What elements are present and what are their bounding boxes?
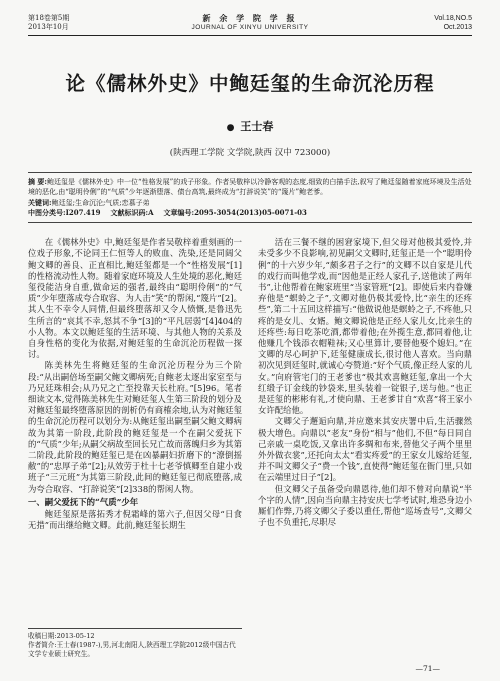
right-column — [258, 237, 472, 531]
author-bio: 作者简介:王士春(1987-),男,河北南阳人,陕西理工学院2012级中国古代文学专业硕士研究生。 — [28, 641, 236, 658]
left-column — [28, 237, 242, 531]
header-right — [362, 14, 472, 32]
running-header — [28, 14, 472, 36]
classification-line — [28, 208, 472, 218]
clc-number: 中图分类号:I207.419 — [28, 208, 101, 218]
page-number: —71— — [415, 664, 440, 673]
author-line — [28, 118, 472, 134]
date-cn: 2013年10月 — [28, 23, 69, 31]
header-left — [28, 14, 138, 32]
affiliation: (陕西理工学院 文学院,陕西 汉中 723000) — [169, 148, 331, 158]
bullet-icon: ● — [226, 123, 235, 133]
date-en: Oct.2013 — [443, 24, 472, 31]
body-paragraph: 文卿父子邂逅向鼎,并应邀来其安庆署中后,生活骤然极大增色。向鼎以“老友”身份“相与”他们,不但“每日同自己亲戚一桌吃饭,又拿出许多绸和布来,替他父子两个里里外外做衣裳”,还托向太太“看实疼爱”的王家女儿嫁给廷玺,并不叫文卿父子“费一个钱”,直使得“鲍廷玺在衙门里,只如在云端里过日子”[2]。 — [258, 416, 472, 483]
footnote — [28, 628, 242, 659]
article-number: 文章编号:2095-3054(2013)05-0071-03 — [163, 208, 307, 218]
section-heading: 一、嗣父爱抚下的“气质”少年 — [28, 496, 139, 507]
header-center — [138, 14, 362, 32]
journal-name-cn: 新 余 学 院 学 报 — [202, 13, 298, 23]
body-paragraph: 在《儒林外史》中,鲍廷玺是作者吴敬梓着重刻画的一位戏子形象,不论同王仁恒等人的败血、洗染,还是同阔父鲍文卿的善良、正直相比,鲍廷玺都是一个“性格发展”[1]的性格流动性人物。随着家庭环境及人生处境的恶化,鲍廷玺役能洁身自重,做命运的强者,最终由“聪明伶俐”的“气质”少年堕落成夸合取容、为人击“笑”的帮闲,“篾片”[2]。其人生不幸令人同情,但最终堕落却又令人愤慨,是鲁迅先生所言的“哀其不幸,怒其不争”[3]的“平凡居弱”[4]404的小人物。本文以鲍廷玺的生活环境、与其他人物的关系及自身性格的变化为依据,对鲍廷玺的生命沉沦历程做一探讨。 — [28, 237, 242, 360]
keywords-text: 鲍廷玺;生命沉沦;气质;恋慕子弟 — [51, 198, 150, 207]
journal-name-en: JOURNAL OF XINYU UNIVERSITY — [191, 24, 309, 31]
volume-issue-en: Vol.18,NO.5 — [434, 15, 472, 22]
body-columns — [28, 237, 472, 531]
body-paragraph: 鲍廷玺原是落拓秀才倪霜峰的第六子,但因父母“日食无措”而出继给鲍文卿。此前,鲍廷玺长期生 — [28, 509, 242, 531]
keywords-label: 关键词: — [28, 197, 52, 207]
body-paragraph: 但文卿父子虽备受向鼎恩待,他们却不曾对向鼎说“半个字的人情”,因向当向鼎主持安庆七学考试时,堆恐身边小厮们作弊,乃将文卿父子委以重任,帮他“巡场查号”,文卿父子也不负重托,尽职尽 — [258, 483, 472, 528]
abstract — [28, 177, 472, 198]
volume-issue-cn: 第18卷第5期 — [28, 14, 70, 22]
body-paragraph: 陈美林先生将鲍廷玺的生命沉沦历程分为三个阶段:“从出嗣倍场至嗣父鲍文卿病死;自鲍老太逐出家室至与乃兄廷珠相会;从乃兄之亡至投靠天长杜府。”[5]96。笔者细读文本,觉得陈美林先生对鲍廷玺人生第三阶段的划分及对鲍廷玺最终堕落原因的剖析仍有商榷余地,认为对鲍廷玺的生命沉沦历程可以划分为:从鲍廷玺出嗣至嗣父鲍文卿病故为其第一阶段,此阶段的鲍廷玺是一个在嗣父爱抚下的“气质”少年;从嗣父病故至回长兄亡故而落魄归乡为其第二阶段,此阶段的鲍廷玺已是在凶暴嗣妇折磨下的“潦倒摇敝”的“忠厚子弟”[2];从效劳于杜十七老爷慎卿至自建小戏班子“三元班”为其第三阶段,此间的鲍廷玺已彻底堕落,成为夸合取容、“打辞说笑”[2]338的帮闲人物。 — [28, 360, 242, 494]
author-name: 王士春 — [240, 120, 274, 133]
keywords — [28, 198, 472, 209]
abstract-box — [28, 172, 472, 223]
abstract-text: 鲍廷玺是《儒林外史》中一位“性格发展”的戏子形象。作者吴敬梓以冷静客观的态度,细致的白描手法,叙写了鲍廷玺随着家庭环境及生活处境的恶化,由“聪明伶俐”的“气质”少年逐渐堕落、债台高筑,最终成为“打辞说笑”的“篾片”鲍老爹。 — [28, 178, 472, 196]
body-paragraph: 活在三餐不继的困窘家境下,但父母对他极其爱怜,并未受多少不良影响,初见嗣父文卿时,廷玺正是一个“聪明伶俐”的十六岁少年,“颇多君子之行”的文卿不以自家是儿代的戏行而叫他学戏,而“因他是正经人家孔子,送他读了两年书”,让他帮着在鲍家班里“当家管班”[2]。即使后来内眷嫌弃他是“螟蛉之子”,文卿对他仍极其爱怜,比“亲生的还疼些”,第二十五回这样描写:“他做说他是螟蛉之子,不疼他,只疼的是女儿、女婿。鲍文卿说他是正经人家儿女,比亲生的还疼些:每日吃茶吃酒,都带着他;在外揽生意,都同着他,让他赚几个钱添衣帽鞋袜;又心里算计,要替他娶个媳妇。”在文卿的尽心呵护下,廷玺健康成长,很讨他人喜欢。当向鼎初次见到廷玺时,就诚心夸赞道:“好个气质,像正经人家的儿女。”向府管宅门的王老爹也“极其欢喜鲍廷玺,拿出一个大红缎子订金线的钞袋来,里头装着一锭银子,送与他。”也正是廷玺的彬彬有礼,才使向鼎、王老爹甘自“欢喜”将王家小女许配给他。 — [258, 237, 472, 416]
article-title: 论《儒林外史》中鲍廷玺的生命沉沦历程 — [65, 72, 435, 95]
document-code: 文献标识码:A — [110, 208, 154, 218]
abstract-label: 摘 要: — [28, 177, 48, 186]
received-date: 收稿日期:2013-05-12 — [28, 632, 95, 640]
